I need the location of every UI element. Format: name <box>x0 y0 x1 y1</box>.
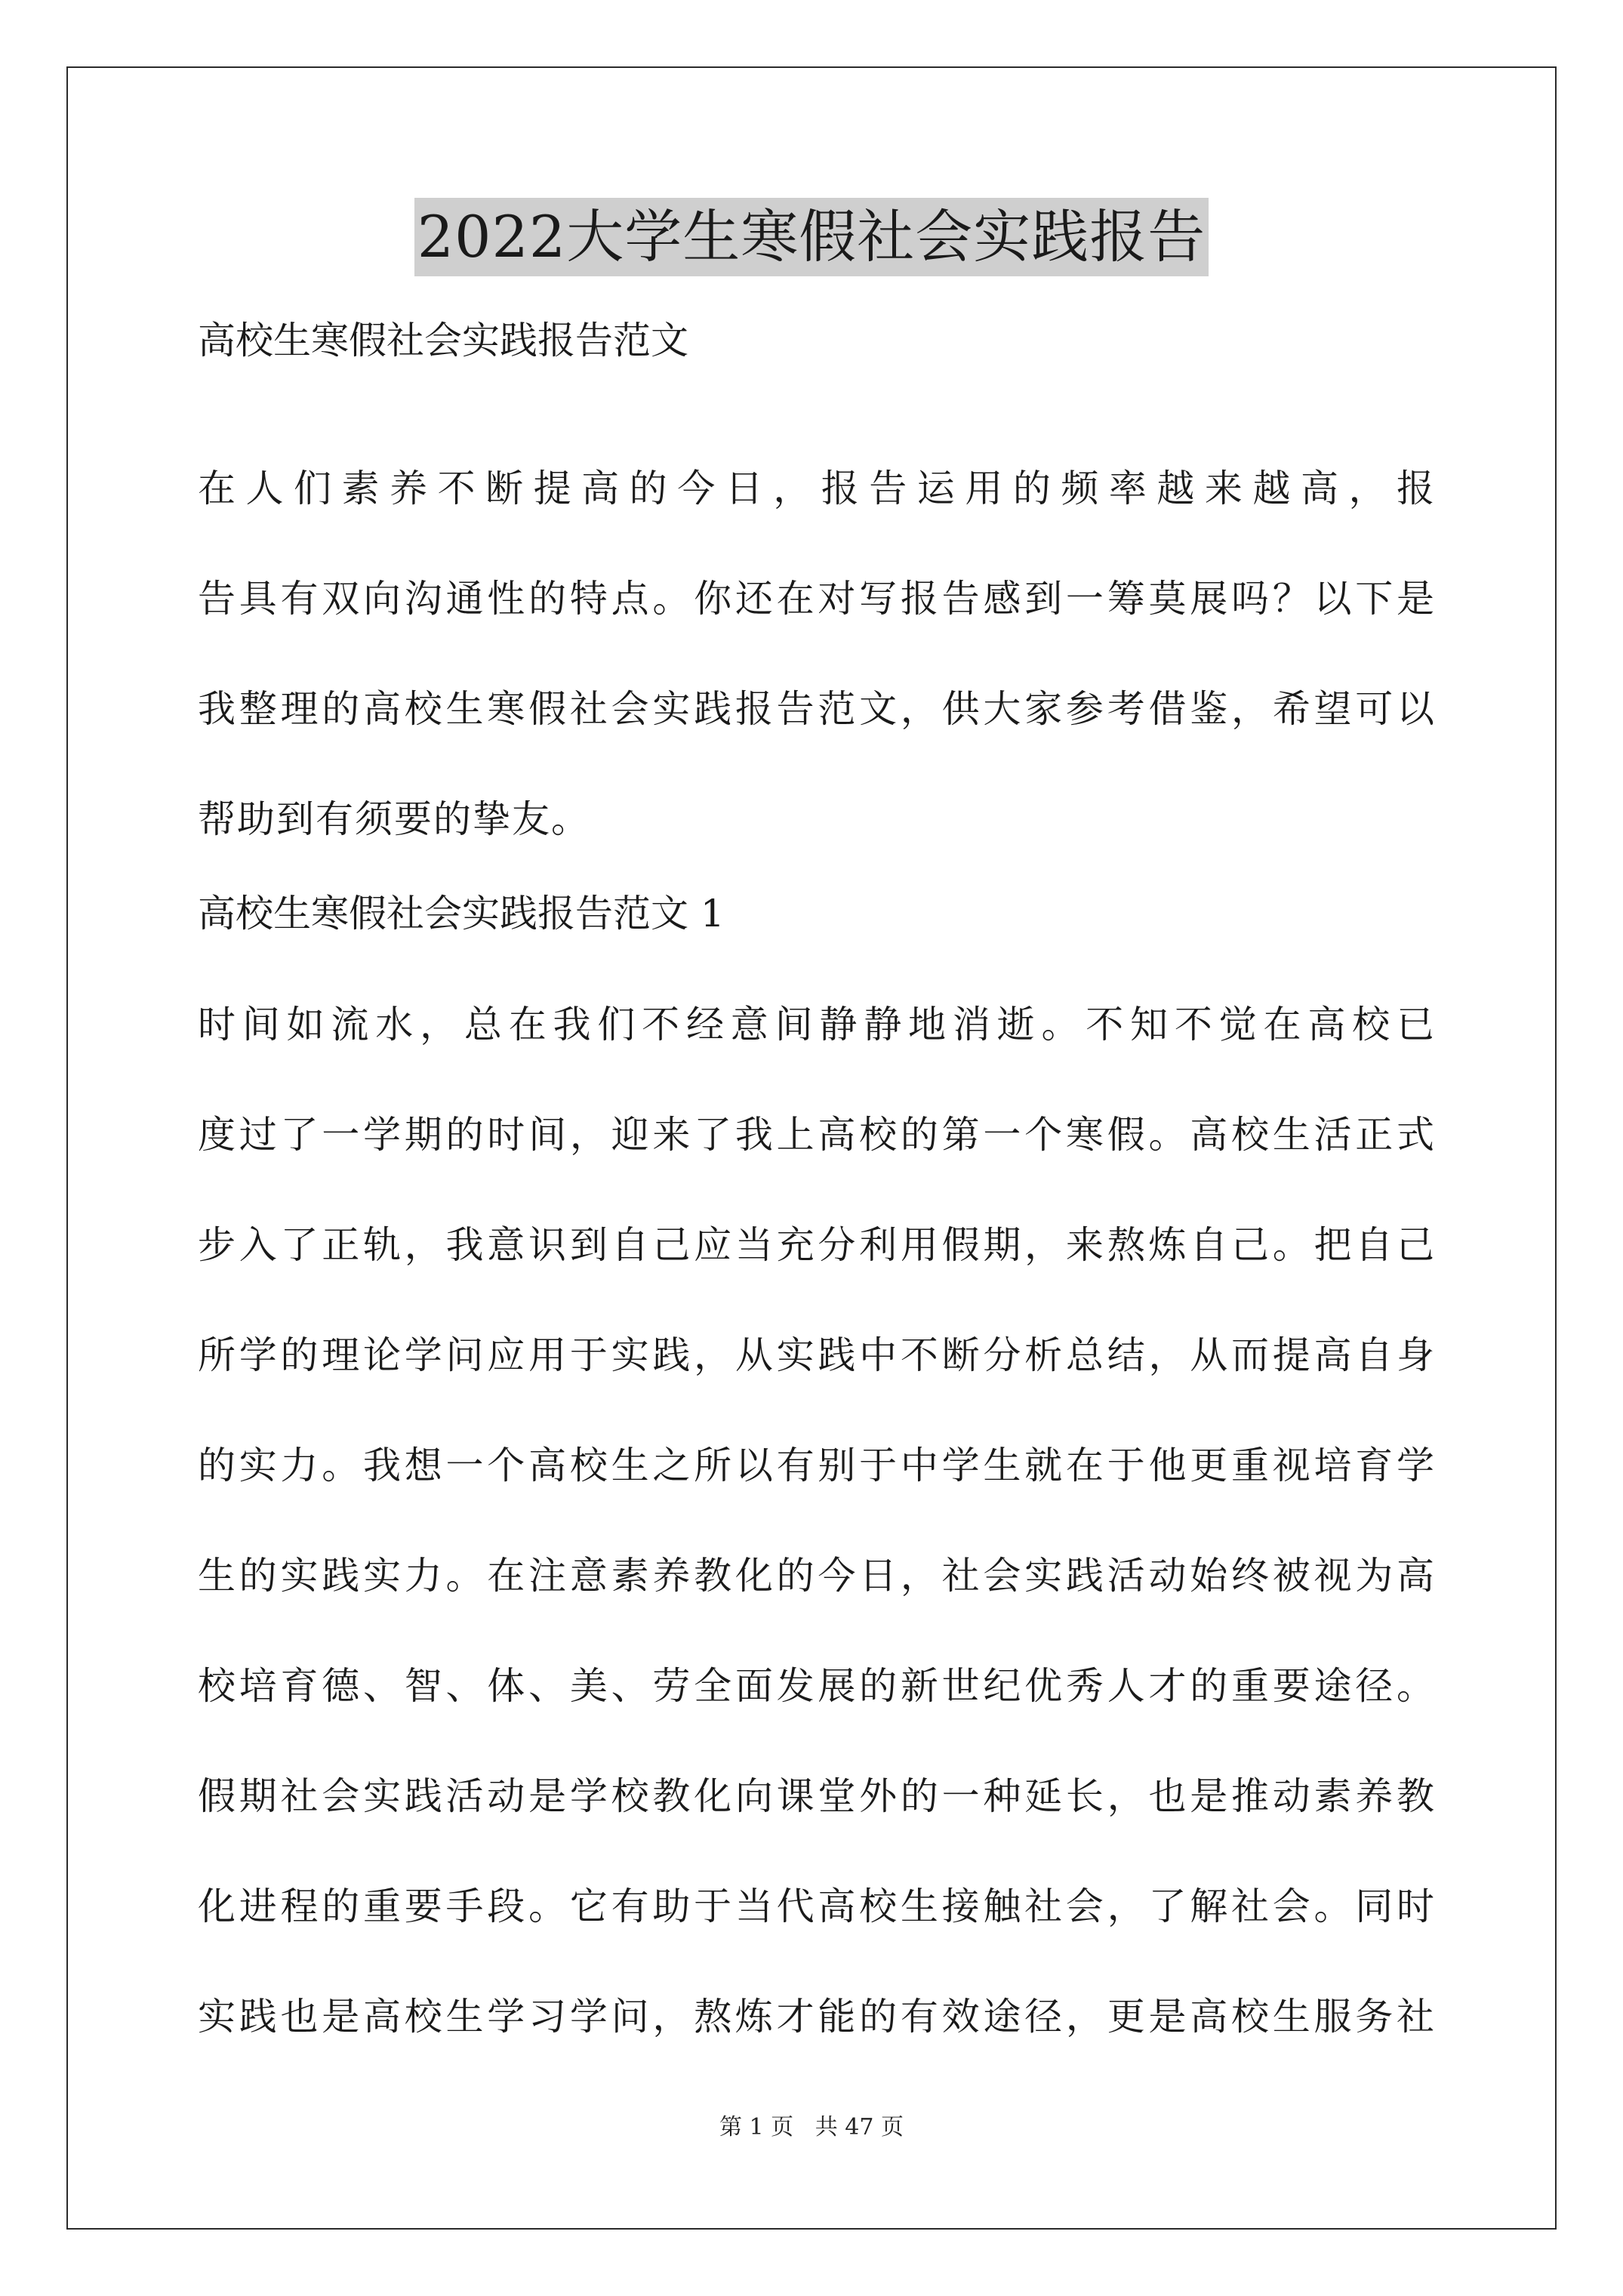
document-title <box>0 198 1623 276</box>
body-line: 假期社会实践活动是学校教化向课堂外的一种延长，也是推动素养教 <box>198 1774 1436 1818</box>
body-line: 的实力。我想一个高校生之所以有别于中学生就在于他更重视培育学 <box>198 1444 1436 1487</box>
intro-line: 在人们素养不断提高的今日，报告运用的频率越来越高，报 <box>198 467 1436 510</box>
body-line: 步入了正轨，我意识到自己应当充分利用假期，来熬炼自己。把自己 <box>198 1223 1436 1267</box>
page-number-footer: 第 1 页 共 47 页 <box>719 2114 904 2140</box>
section-heading: 高校生寒假社会实践报告范文 <box>198 319 688 362</box>
document-title-text: 2022大学生寒假社会实践报告 <box>414 198 1209 276</box>
intro-line: 告具有双向沟通性的特点。你还在对写报告感到一筹莫展吗？以下是 <box>198 577 1436 621</box>
intro-line: 我整理的高校生寒假社会实践报告范文，供大家参考借鉴，希望可以 <box>198 687 1436 731</box>
section-heading: 高校生寒假社会实践报告范文 1 <box>198 892 725 935</box>
intro-line: 帮助到有须要的挚友。 <box>198 797 590 841</box>
body-line: 化进程的重要手段。它有助于当代高校生接触社会，了解社会。同时 <box>198 1885 1436 1928</box>
body-line: 生的实践实力。在注意素养教化的今日，社会实践活动始终被视为高 <box>198 1554 1436 1598</box>
body-line: 校培育德、智、体、美、劳全面发展的新世纪优秀人才的重要途径。 <box>198 1664 1436 1708</box>
body-line: 度过了一学期的时间，迎来了我上高校的第一个寒假。高校生活正式 <box>198 1113 1436 1157</box>
body-line: 所学的理论学问应用于实践，从实践中不断分析总结，从而提高自身 <box>198 1333 1436 1377</box>
body-line: 实践也是高校生学习学问，熬炼才能的有效途径，更是高校生服务社 <box>198 1995 1436 2039</box>
body-line: 时间如流水，总在我们不经意间静静地消逝。不知不觉在高校已 <box>198 1003 1436 1046</box>
